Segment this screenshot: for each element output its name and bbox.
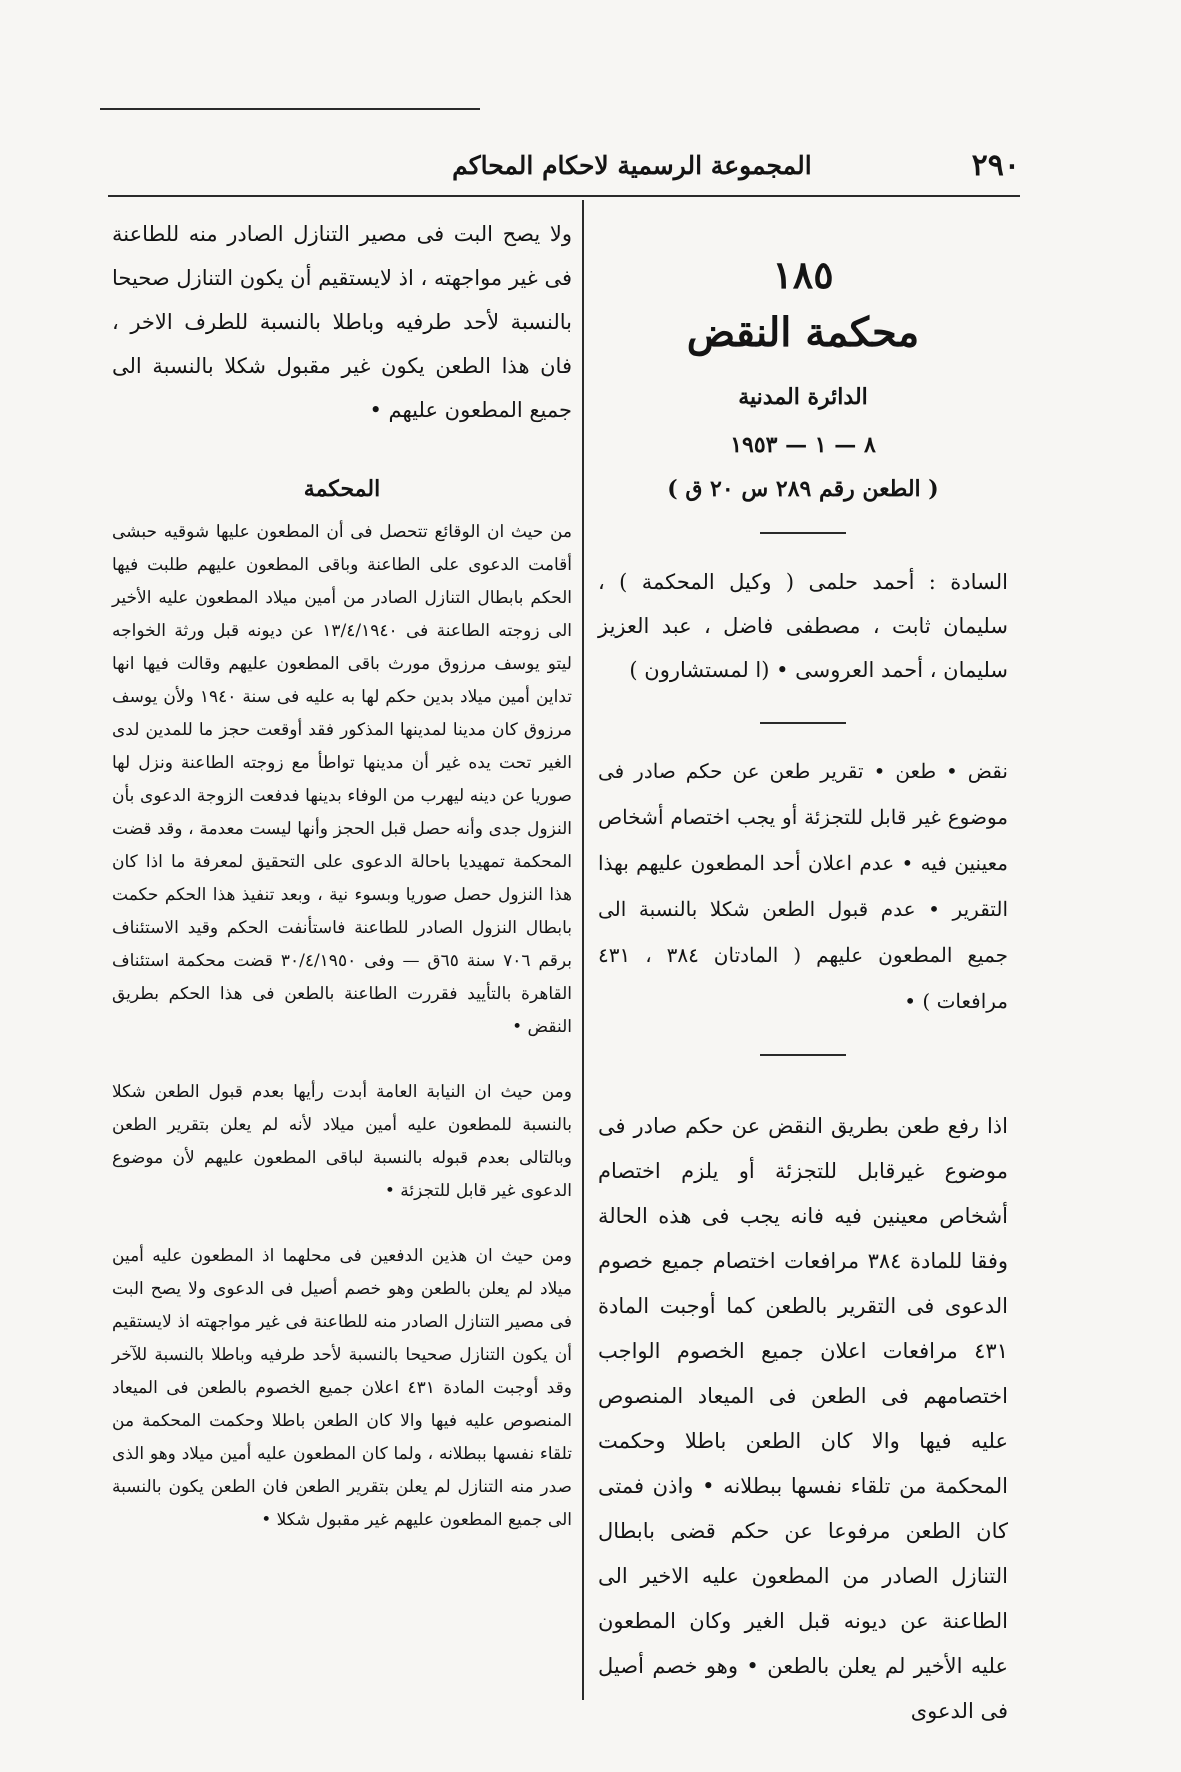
- judges-list: السادة : أحمد حلمى ( وكيل المحكمة ) ، سليمان ثابت ، مصطفى فاضل ، عبد العزيز سليمان ، أحمد العروسى • (ا لمستشارون ): [598, 570, 1008, 682]
- column-divider: [582, 200, 584, 1700]
- page-number: ٢٩٠: [971, 147, 1020, 183]
- ruling-paragraph: ومن حيث ان النيابة العامة أبدت رأيها بعدم قبول الطعن شكلا بالنسبة للمطعون عليه أمين ميلاد لأنه لم يعلن بتقرير الطعن وبالتالى بعدم قبوله بالنسبة لباقى المطعون عليهم لأن موضوع الدعوى غير قابل للتجزئة •: [112, 1082, 572, 1201]
- top-rule: [100, 108, 480, 110]
- page-header: [120, 140, 1020, 190]
- ruling-paragraph: ومن حيث ان هذين الدفعين فى محلهما اذ المطعون عليه أمين ميلاد لم يعلن بالطعن وهو خصم أصيل فى الدعوى ولا يصح البت فى مصير التنازل الصادر منه للطاعنة فى غير مواجهته اذ لايستقيم أن يكون التنازل صحيحا بالنسبة لأحد طرفيه وباطلا بالنسبة للآخر وقد أوجبت المادة ٤٣١ اعلان جميع الخصوم بالطعن فى الميعاد المنصوص عليه فيها والا كان الطعن باطلا وحكمت المحكمة من تلقاء نفسها ببطلانه ، ولما كان المطعون عليه أمين ميلاد وهو الذى صدر منه التنازل لم يعلن بتقرير الطعن فان الطعن يكون بالنسبة الى جميع المطعون عليهم غير مقبول شكلا •: [112, 1246, 572, 1530]
- left-column: [112, 210, 572, 1537]
- separator-rule: [760, 722, 846, 724]
- case-number: ١٨٥: [772, 252, 834, 297]
- principle-continuation: ولا يصح البت فى مصير التنازل الصادر منه للطاعنة فى غير مواجهته ، اذ لايستقيم أن يكون التنازل صحيحا بالنسبة لأحد طرفيه وباطلا بالنسبة للطرف الاخر ، فان هذا الطعن يكون غير مقبول شكلا بالنسبة الى جميع المطعون عليهم •: [112, 222, 572, 422]
- header-rule: [108, 195, 1020, 197]
- legal-principle: اذا رفع طعن بطريق النقض عن حكم صادر فى موضوع غيرقابل للتجزئة أو يلزم اختصام أشخاص معينين فيه فانه يجب فى هذه الحالة وفقا للمادة ٣٨٤ مرافعات اختصام جميع خصوم الدعوى فى التقرير بالطعن كما أوجبت المادة ٤٣١ مرافعات اعلان جميع الخصوم الواجب اختصامهم فى الطعن فى الميعاد المنصوص عليه فيها والا كان الطعن باطلا وحكمت المحكمة من تلقاء نفسها ببطلانه • واذن فمتى كان الطعن مرفوعا عن حكم قضى بابطال التنازل الصادر من المطعون عليه الاخير الى الطاعنة عن ديونه قبل الغير وكان المطعون عليه الأخير لم يعلن بالطعن • وهو خصم أصيل فى الدعوى: [598, 1114, 1008, 1723]
- ruling-heading: المحكمة: [303, 476, 381, 502]
- ruling-paragraph: من حيث ان الوقائع تتحصل فى أن المطعون عليها شوقيه حبشى أقامت الدعوى على الطاعنة وباقى المطعون عليهم طلبت فيها الحكم بابطال التنازل الصادر من أمين ميلاد المطعون عليه الأخير الى زوجته الطاعنة فى ١٣/٤/١٩٤٠ عن ديونه قبل ورثة الخواجه ليتو يوسف مرزوق مورث باقى المطعون عليهم وقالت فيها انها تداين أمين ميلاد بدين حكم لها به عليه فى سنة ١٩٤٠ ولأن يوسف مرزوق كان مدينا لمدينها المذكور فقد أوقعت حجز ما للمدين لدى الغير تحت يده غير أن مدينها تواطأ مع زوجته الطاعنة ونزل لها صوريا عن دينه ليهرب من الوفاء بدينها فدفعت الزوجة الدعوى بأن النزول جدى وأنه حصل قبل الحجز وأنها ليست معدمة ، وقد قضت المحكمة تمهيديا باحالة الدعوى على التحقيق لمعرفة ما اذا كان هذا النزول حصل صوريا وبسوء نية ، وبعد تنفيذ هذا الحكم حكمت بابطال النزول الصادر للطاعنة فاستأنفت الحكم وقيد الاستئناف برقم ٧٠٦ سنة ٦٥ق — وفى ٣٠/٤/١٩٥٠ قضت محكمة استئناف القاهرة بالتأييد فقررت الطاعنة بالطعن فى هذا الحكم بطريق النقض •: [112, 522, 572, 1037]
- separator-rule: [760, 532, 846, 534]
- separator-rule: [760, 1054, 846, 1056]
- judgment-date: ٨ — ١ — ١٩٥٣: [730, 432, 876, 458]
- circuit-name: الدائرة المدنية: [738, 384, 868, 410]
- case-summary: نقض • طعن • تقرير طعن عن حكم صادر فى موضوع غير قابل للتجزئة أو يجب اختصام أشخاص معينين فيه • عدم اعلان أحد المطعون عليهم بهذا التقرير • عدم قبول الطعن شكلا بالنسبة الى جميع المطعون عليهم ( المادتان ٣٨٤ ، ٤٣١ مرافعات ) •: [598, 759, 1008, 1013]
- appeal-reference: ( الطعن رقم ٢٨٩ س ٢٠ ق ): [667, 476, 939, 502]
- court-name: محكمة النقض: [686, 309, 920, 356]
- right-column: [598, 210, 1008, 1734]
- running-title: المجموعة الرسمية لاحكام المحاكم: [452, 150, 812, 180]
